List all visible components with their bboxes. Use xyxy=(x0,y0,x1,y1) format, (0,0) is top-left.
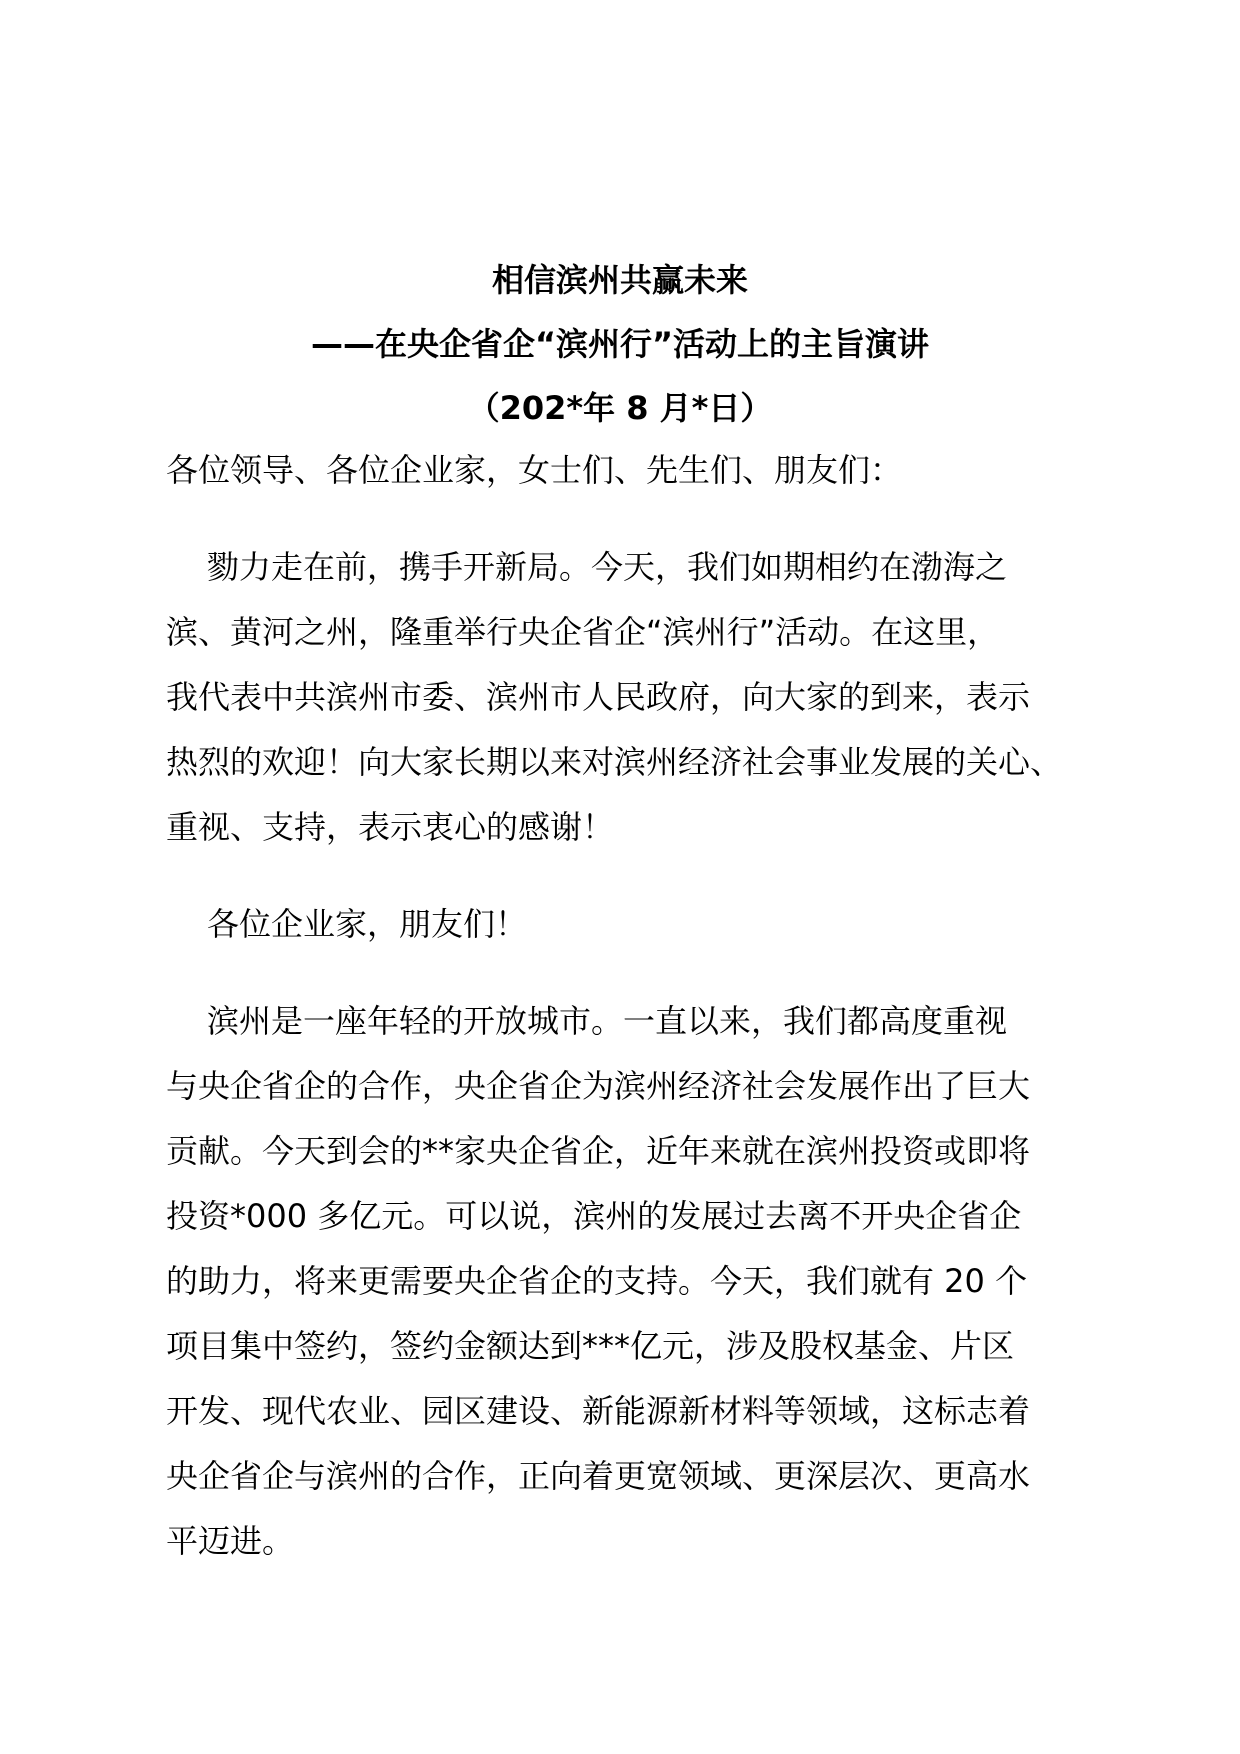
paragraph-line: 滨州是一座年轻的开放城市。一直以来，我们都高度重视 xyxy=(207,1002,1008,1040)
paragraph-line: 央企省企与滨州的合作，正向着更宽领域、更深层次、更高水 xyxy=(166,1457,1031,1495)
paragraph-line: 项目集中签约，签约金额达到***亿元，涉及股权基金、片区 xyxy=(166,1327,1015,1365)
document-title: 相信滨州共赢未来 xyxy=(491,261,748,299)
paragraph-line: 平迈进。 xyxy=(166,1522,295,1560)
paragraph-cooperation xyxy=(166,989,1086,1574)
salutation: 各位领导、各位企业家，女士们、先生们、朋友们： xyxy=(166,451,903,489)
paragraph-line: 投资*000 多亿元。可以说，滨州的发展过去离不开央企省企 xyxy=(166,1197,1022,1235)
paragraph-line: 各位企业家，朋友们！ xyxy=(207,905,528,943)
paragraph-line: 滨、黄河之州，隆重举行央企省企“滨州行”活动。在这里， xyxy=(166,613,1000,651)
paragraph-line: 与央企省企的合作，央企省企为滨州经济社会发展作出了巨大 xyxy=(166,1067,1031,1105)
document-body xyxy=(166,438,1086,1574)
paragraph-line: 的助力，将来更需要央企省企的支持。今天，我们就有 20 个 xyxy=(166,1262,1028,1300)
paragraph-line: 热烈的欢迎！向大家长期以来对滨州经济社会事业发展的关心、 xyxy=(166,743,1063,781)
paragraph-address xyxy=(166,892,1086,957)
paragraph-line: 勠力走在前，携手开新局。今天，我们如期相约在渤海之 xyxy=(207,548,1008,586)
title-block xyxy=(0,248,1240,440)
paragraph-line: 重视、支持，表示衷心的感谢！ xyxy=(166,808,615,846)
paragraph-welcome xyxy=(166,535,1086,860)
paragraph-line: 贡献。今天到会的**家央企省企，近年来就在滨州投资或即将 xyxy=(166,1132,1031,1170)
document-subtitle: ——在央企省企“滨州行”活动上的主旨演讲 xyxy=(310,325,930,363)
paragraph-line: 我代表中共滨州市委、滨州市人民政府，向大家的到来，表示 xyxy=(166,678,1031,716)
document-date: （202*年 8 月*日） xyxy=(467,389,773,427)
paragraph-line: 开发、现代农业、园区建设、新能源新材料等领域，这标志着 xyxy=(166,1392,1031,1430)
